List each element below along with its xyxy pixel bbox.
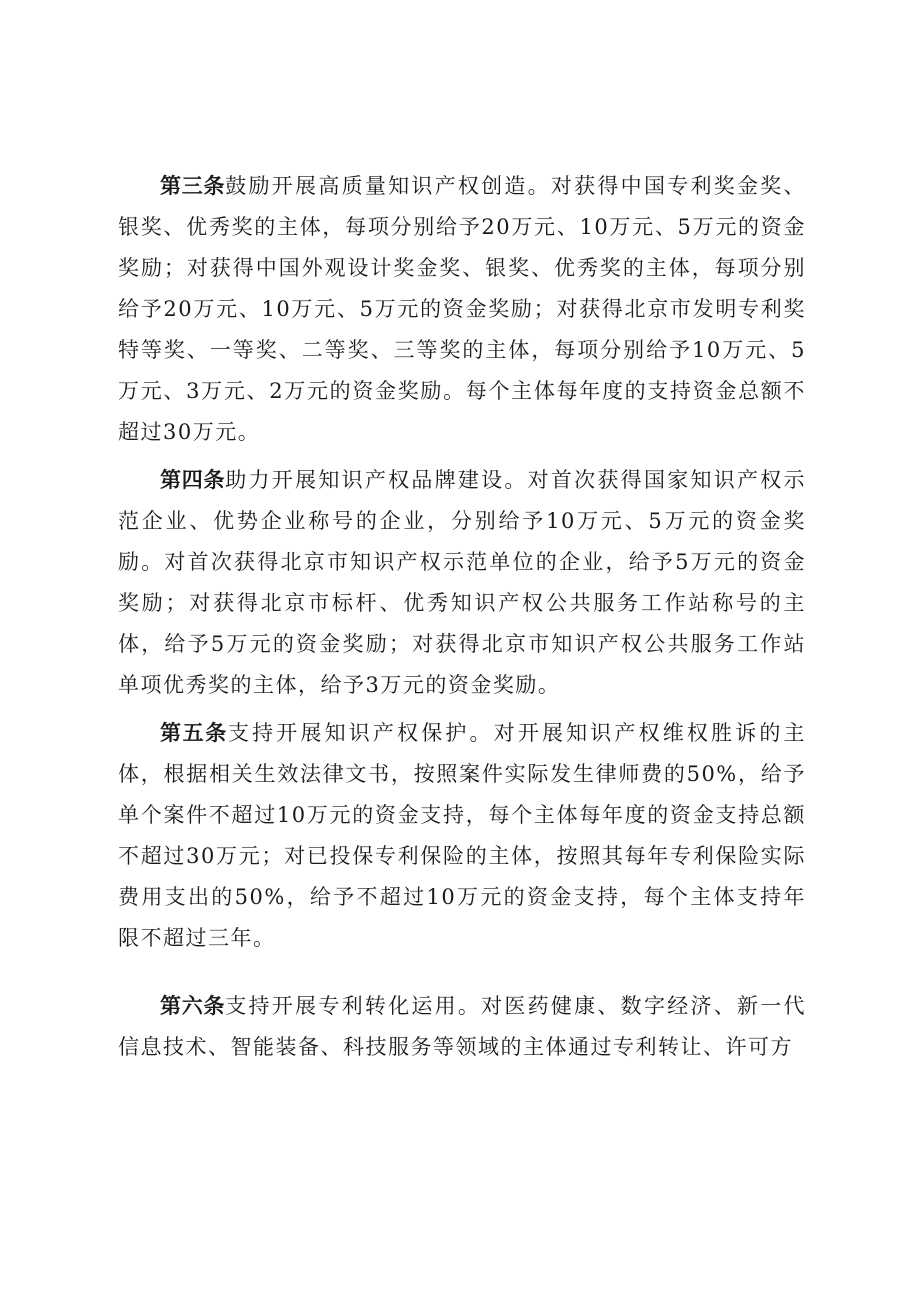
article-4-heading: 第四条 [160, 468, 226, 492]
article-5-text: 支持开展知识产权保护。对开展知识产权维权胜诉的主体，根据相关生效法律文书，按照案件实际发生律师费的50%，给予单个案件不超过10万元的资金支持，每个主体每年度的资金支持总额不超过30万元；对已投保专利保险的主体，按照其每年专利保险实际费用支出的50%，给予不超过10万元的资金支持，每个主体支持年限不超过三年。 [118, 721, 807, 950]
document-body [118, 166, 806, 1068]
article-5-heading: 第五条 [160, 721, 228, 745]
article-3-text: 鼓励开展高质量知识产权创造。对获得中国专利奖金奖、银奖、优秀奖的主体，每项分别给予20万元、10万元、5万元的资金奖励；对获得中国外观设计奖金奖、银奖、优秀奖的主体，每项分别给予20万元、10万元、5万元的资金奖励；对获得北京市发明专利奖特等奖、一等奖、二等奖、三等奖的主体，每项分别给予10万元、5万元、3万元、2万元的资金奖励。每个主体每年度的支持资金总额不超过30万元。 [118, 174, 807, 444]
article-3-paragraph [118, 166, 806, 453]
article-3-heading: 第三条 [160, 174, 226, 198]
article-4-paragraph [118, 460, 806, 706]
article-6-paragraph [118, 986, 806, 1068]
article-6-text: 支持开展专利转化运用。对医药健康、数字经济、新一代信息技术、智能装备、科技服务等领域的主体通过专利转让、许可方 [118, 994, 807, 1059]
article-5-paragraph [118, 713, 806, 959]
article-6-heading: 第六条 [160, 994, 226, 1018]
article-4-text: 助力开展知识产权品牌建设。对首次获得国家知识产权示范企业、优势企业称号的企业，分别给予10万元、5万元的资金奖励。对首次获得北京市知识产权示范单位的企业，给予5万元的资金奖励；对获得北京市标杆、优秀知识产权公共服务工作站称号的主体，给予5万元的资金奖励；对获得北京市知识产权公共服务工作站单项优秀奖的主体，给予3万元的资金奖励。 [118, 468, 807, 697]
